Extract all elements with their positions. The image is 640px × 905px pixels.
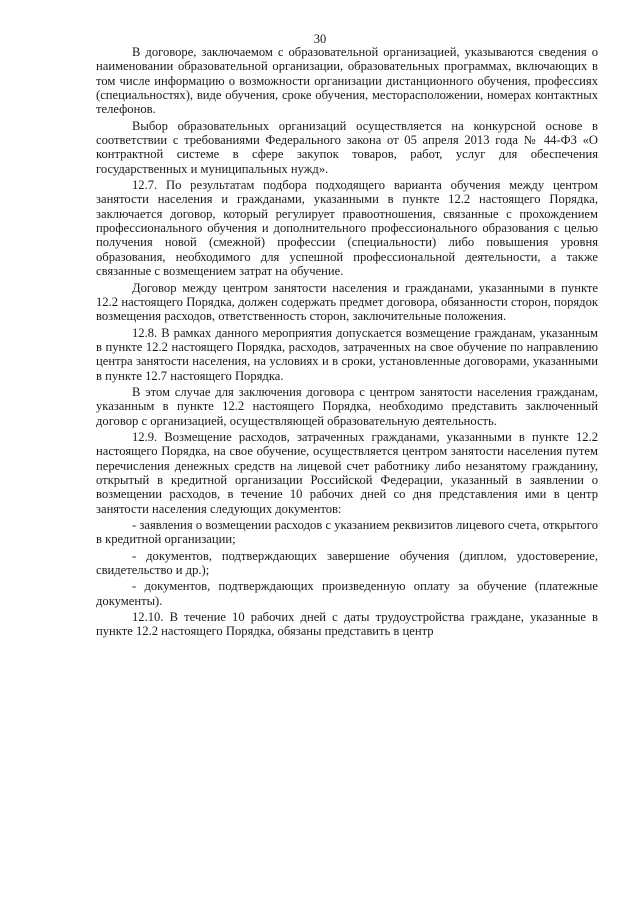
blank-area [0,762,640,905]
paragraph: 12.8. В рамках данного мероприятия допускается возмещение гражданам, указанным в пункте 12.2 настоящего Порядка, расходов, затраченных на свое обучение по направлению центра занятости населения, на условиях и в сроки, установленные договорами, указанными в пункте 12.7 настоящего Порядка. [96,325,598,383]
paragraph: В этом случае для заключения договора с центром занятости населения гражданам, указанным в пункте 12.2 настоящего Порядка, необходимо представить заключенный договор с организацией, осуществляющей образовательную деятельность. [96,384,598,428]
list-item: - заявления о возмещении расходов с указанием реквизитов лицевого счета, открытого в кредитной организации; [96,518,598,547]
page-number: 30 [313,32,327,46]
paragraph: 12.7. По результатам подбора подходящего варианта обучения между центром занятости населения и гражданами, указанными в пункте 12.2 настоящего Порядка, заключается договор, который регулирует правоотношения, связанные с прохождением профессионального обучения и дополнительного профессионального образования с целью получения новой (смежной) профессии (специальности) либо повышения уровня образования, необходимого для успешной профессиональной деятельности, а также связанные с возмещением затрат на обучение. [96,178,598,279]
paragraph: Договор между центром занятости населения и гражданами, указанными в пункте 12.2 настоящего Порядка, должен содержать предмет договора, обязанности сторон, порядок возмещения расходов, ответственность сторон, заключительные положения. [96,280,598,324]
paragraph: Выбор образовательных организаций осуществляется на конкурсной основе в соответствии с требованиями Федерального закона от 05 апреля 2013 года № 44-ФЗ «О контрактной системе в сфере закупок товаров, работ, услуг для обеспечения государственных и муниципальных нужд». [96,118,598,176]
paragraph: 12.9. Возмещение расходов, затраченных гражданами, указанными в пункте 12.2 настоящего Порядка, на свое обучение, осуществляется центром занятости населения путем перечисления денежных средств на лицевой счет работнику либо незанятому гражданину, открытый в кредитной организации Российской Федерации, указанный в заявлении о возмещении расходов, в течение 10 рабочих дней со дня представления ими в центр занятости населения следующих документов: [96,429,598,516]
list-item: - документов, подтверждающих произведенную оплату за обучение (платежные документы). [96,579,598,608]
document-body [96,45,598,639]
list-item: - документов, подтверждающих завершение обучения (диплом, удостоверение, свидетельство и др.); [96,548,598,578]
paragraph: В договоре, заключаемом с образовательной организацией, указываются сведения о наименовании образовательной организации, образовательных программах, включающих в том числе информацию о возможности организации дистанционного обучения, профессиях (специальностях), виде обучения, сроке обучения, месторасположении, номерах контактных телефонов. [96,45,598,117]
paragraph: 12.10. В течение 10 рабочих дней с даты трудоустройства граждане, указанные в пункте 12.2 настоящего Порядка, обязаны представить в центр [96,610,598,639]
